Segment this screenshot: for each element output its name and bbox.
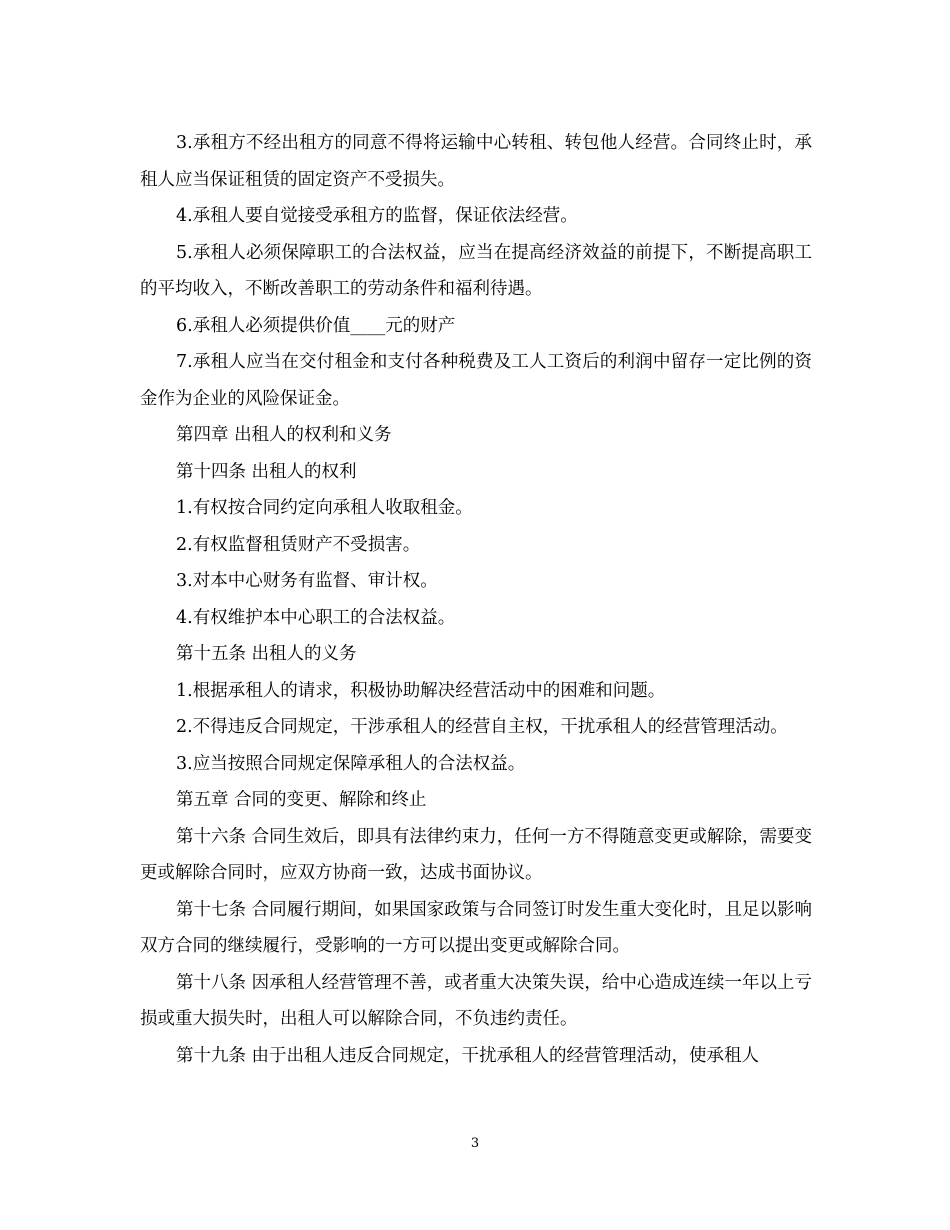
clause-paragraph: 3.对本中心财务有监督、审计权。 [176,571,438,591]
article-paragraph: 第十八条 因承租人经营管理不善，或者重大决策失误，给中心造成连续一年以上亏损或重大损失时，出租人可以解除合同，不负违约责任。 [140,972,812,1029]
article-paragraph: 第十六条 合同生效后，即具有法律约束力，任何一方不得随意变更或解除，需要变更或解除合同时，应双方协商一致，达成书面协议。 [140,826,812,883]
article-heading: 第十四条 出租人的权利 [176,461,357,482]
clause-paragraph: 3.应当按照合同规定保障承租人的合法权益。 [176,753,526,774]
chapter-heading: 第五章 合同的变更、解除和终止 [176,790,427,810]
article-paragraph: 第十七条 合同履行期间，如果国家政策与合同签订时发生重大变化时，且足以影响双方合同的继续履行，受影响的一方可以提出变更或解除合同。 [140,899,812,956]
page-number: 3 [470,1136,480,1151]
clause-paragraph: 4.有权维护本中心职工的合法权益。 [176,607,456,628]
clause-paragraph: 2.有权监督租赁财产不受损害。 [176,534,421,555]
article-paragraph: 第十九条 由于出租人违反合同规定，干扰承租人的经营管理活动，使承租人 [176,1045,760,1066]
clause-paragraph: 5.承租人必须保障职工的合法权益，应当在提高经济效益的前提下，不断提高职工的平均收入，不断改善职工的劳动条件和福利待遇。 [140,242,812,299]
clause-paragraph: 6.承租人必须提供价值____元的财产 [176,315,456,336]
clause-paragraph: 1.有权按合同约定向承租人收取租金。 [176,498,473,518]
clause-paragraph: 2.不得违反合同规定，干涉承租人的经营自主权，干扰承租人的经营管理活动。 [176,717,788,737]
clause-paragraph: 7.承租人应当在交付租金和支付各种税费及工人工资后的利润中留存一定比例的资金作为企业的风险保证金。 [140,352,812,409]
clause-paragraph: 4.承租人要自觉接受承租方的监督，保证依法经营。 [176,206,578,226]
clause-paragraph: 3.承租方不经出租方的同意不得将运输中心转租、转包他人经营。合同终止时，承租人应当保证租赁的固定资产不受损失。 [140,133,812,190]
article-heading: 第十五条 出租人的义务 [176,644,357,664]
clause-paragraph: 1.根据承租人的请求，积极协助解决经营活动中的困难和问题。 [176,680,666,701]
document-body [140,125,812,1074]
chapter-heading: 第四章 出租人的权利和义务 [176,425,392,445]
